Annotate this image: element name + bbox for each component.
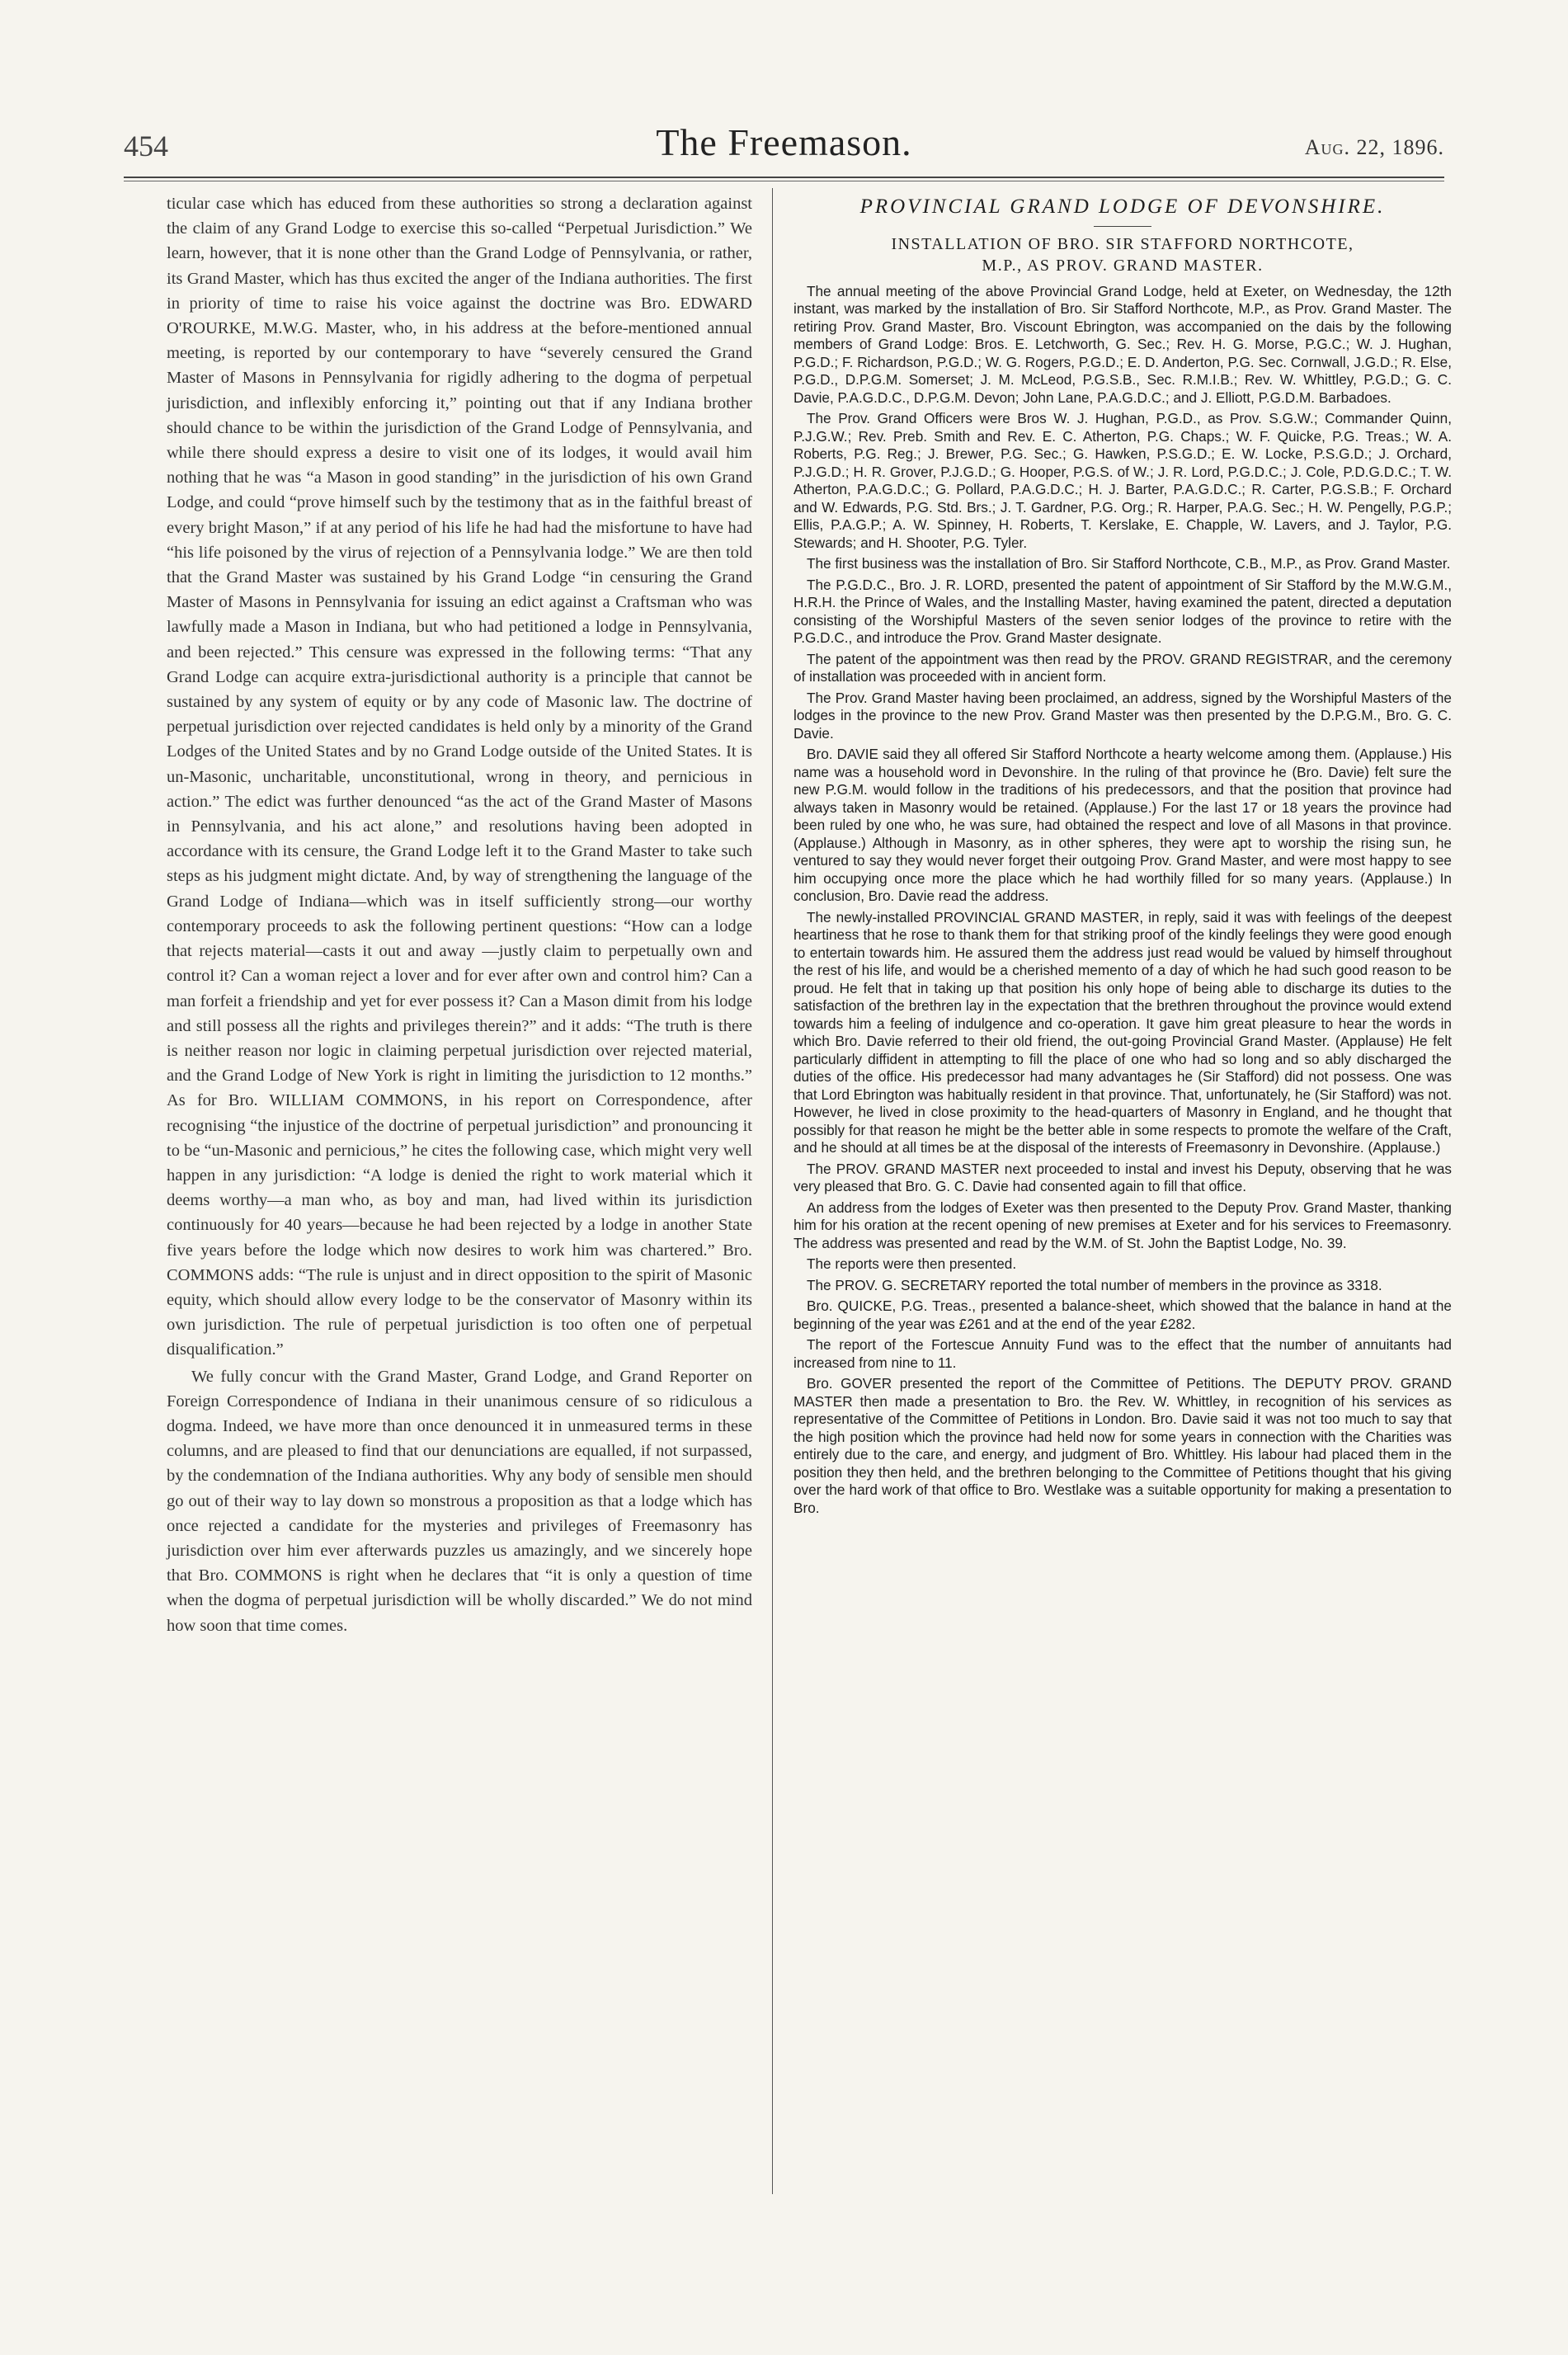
subheading-line: INSTALLATION OF BRO. SIR STAFFORD NORTHCOTE, xyxy=(891,234,1354,253)
right-paragraph: The patent of the appointment was then read by the PROV. GRAND REGISTRAR, and the ceremony of installation was proceeded with in ancient form. xyxy=(793,650,1452,685)
right-paragraph: Bro. DAVIE said they all offered Sir Stafford Northcote a hearty welcome among them. (Applause.) His name was a household word in Devonshire. In the ruling of that province he (Bro. Davie) felt sure the new P.G.M. would follow in the traditions of his predecessors, and that the position that province had always taken in Masonry would be retained. (Applause.) For the last 17 or 18 years the province had been ruled by one who, he was sure, had obtained the respect and love of all Masons in that province. (Applause.) Although in Masonry, as in other spheres, they were apt to worship the rising sun, he ventured to say they would never forget their outgoing Prov. Grand Master, and were most happy to see him occupying once more the place which he had worthily filled for so many years. (Applause.) In conclusion, Bro. Davie read the address. xyxy=(793,746,1452,904)
subheading-line: M.P., AS PROV. GRAND MASTER. xyxy=(982,256,1264,275)
left-column xyxy=(167,191,752,1638)
right-paragraph: Bro. QUICKE, P.G. Treas., presented a balance-sheet, which showed that the balance in hand at the beginning of the year was £261 and at the end of the year £282. xyxy=(793,1298,1452,1332)
right-paragraph: An address from the lodges of Exeter was then presented to the Deputy Prov. Grand Master, thanking him for his oration at the recent opening of new premises at Exeter and for his services to Freemasonry. The address was presented and read by the W.M. of St. John the Baptist Lodge, No. 39. xyxy=(793,1199,1452,1251)
right-paragraph: The P.G.D.C., Bro. J. R. LORD, presented the patent of appointment of Sir Stafford by the M.W.G.M., H.R.H. the Prince of Wales, and the Installing Master, having examined the patent, directed a deputation consisting of the Worshipful Masters of the seven senior lodges of the province to retire with the P.G.D.C., and introduce the Prov. Grand Master designate. xyxy=(793,576,1452,646)
header-rule xyxy=(124,177,1444,178)
right-paragraph: Bro. GOVER presented the report of the Committee of Petitions. The DEPUTY PROV. GRAND MASTER then made a presentation to Bro. the Rev. W. Whittley, in recognition of his services as representative of the Committee of Petitions in London. Bro. Davie said it was not too much to say that the high position which the province had held now for some years in connection with the Charities was entirely due to the care, and energy, and judgment of Bro. Whittley. His labour had placed them in the position they then held, and the brethren belonging to the Committee of Petitions thought that his giving over the hard work of that office to Bro. Westlake was a suitable opportunity for making a presentation to Bro. xyxy=(793,1375,1452,1516)
article-title: PROVINCIAL GRAND LODGE OF DEVONSHIRE. xyxy=(859,195,1386,218)
right-paragraph: The Prov. Grand Officers were Bros W. J. Hughan, P.G.D., as Prov. S.G.W.; Commander Quinn, P.J.G.W.; Rev. Preb. Smith and Rev. E. C. Atherton, P.G. Chaps.; W. F. Quicke, P.G. Treas.; W. A. Roberts, P.G. Reg.; J. Brewer, P.G. Sec.; G. Hawken, P.S.G.D.; E. W. Locke, P.S.G.D.; J. Orchard, P.J.G.D.; H. R. Grover, P.J.G.D.; G. Hooper, P.G.S. of W.; J. R. Lord, P.G.D.C.; J. Cole, P.D.G.D.C.; T. W. Atherton, P.A.G.D.C.; G. Pollard, P.A.G.D.C.; H. J. Barter, P.A.G.D.C.; R. Carter, P.G.S.B.; F. Orchard and W. Edwards, P.G. Std. Brs.; J. T. Gardner, P.G. Org.; R. Harper, P.A.G. Sec.; H. W. Pengelly, P.G.P.; Ellis, P.A.G.P.; A. W. Spinney, H. Roberts, T. Kerslake, E. Chapple, W. Lavers, and J. Taylor, P.G. Stewards; and H. Shooter, P.G. Tyler. xyxy=(793,410,1452,551)
right-paragraph: The newly-installed PROVINCIAL GRAND MASTER, in reply, said it was with feelings of the deepest heartiness that he rose to thank them for that striking proof of the kindly feelings they were good enough to entertain towards him. He assured them the address just read would be valued by himself throughout the rest of his life, and would be a cherished memento of a day of which he had such good reason to be proud. He felt that in taking up that position his only hope of being able to discharge its duties to the satisfaction of the brethren lay in the expectation that the brethren throughout the province would extend towards him a feeling of indulgence and co-operation. It gave him great pleasure to hear the words in which Bro. Davie referred to their old friend, the out-going Provincial Grand Master. (Applause) He felt particularly diffident in attempting to fill the place of one who had so long and so ably discharged the duties of the office. His predecessor had many advantages he (Sir Stafford) did not possess. One was that Lord Ebrington was habitually resident in that province. That, unfortunately, he (Sir Stafford) was not. However, he lived in close proximity to the head-quarters of Masonry in England, and he thought that possibly for that reason he might be the better able in some respects to promote the welfare of the Craft, and he should at all times be at the disposal of the interests of Freemasonry in Devonshire. (Applause.) xyxy=(793,908,1452,1156)
column-divider xyxy=(772,188,773,2194)
right-paragraph: The PROV. G. SECRETARY reported the total number of members in the province as 3318. xyxy=(807,1276,1382,1293)
right-paragraph: The PROV. GRAND MASTER next proceeded to instal and invest his Deputy, observing that he was very pleased that Bro. G. C. Davie had consented again to fill that office. xyxy=(793,1160,1452,1194)
right-column xyxy=(793,191,1452,1520)
left-paragraph: ticular case which has educed from these authorities so strong a declaration against the claim of any Grand Lodge to exercise this so-called “Perpetual Jurisdiction.” We learn, however, that it is none other than the Grand Lodge of Pennsylvania, or rather, its Grand Master, which has thus excited the anger of the Indiana authorities. The first in priority of time to raise his voice against the doctrine was Bro. EDWARD O'ROURKE, M.W.G. Master, who, in his address at the before-mentioned annual meeting, is reported by our contemporary to have “severely censured the Grand Master of Masons in Pennsylvania for rigidly adhering to the dogma of perpetual jurisdiction, and inflexibly enforcing it,” pointing out that if any Indiana brother should chance to be within the jurisdiction of the Grand Lodge of Pennsylvania, and while there should express a desire to visit one of its lodges, it would avail him nothing that he was “a Mason in good standing” in the jurisdiction of his own Grand Lodge, and could “prove himself such by the testimony that as in the faithful breast of every bright Mason,” if at any period of his life he had had the misfortune to have had “his life poisoned by the virus of rejection of a Pennsylvania lodge.” We are then told that the Grand Master was sustained by his Grand Lodge “in censuring the Grand Master of Masons in Pennsylvania for issuing an edict against a Craftsman who was lawfully made a Mason in Indiana, but who had petitioned a lodge in Pennsylvania, and been rejected.” This censure was expressed in the following terms: “That any Grand Lodge can acquire extra-jurisdictional authority is a principle that cannot be sustained by any system of equity or by any code of Masonic law. The doctrine of perpetual jurisdiction over rejected candidates is held only by a minority of the Grand Lodges of the United States and by no Grand Lodge outside of the United States. It is un-Masonic, uncharitable, unconstitutional, wrong in theory, and pernicious in action.” The edict was further denounced “as the act of the Grand Master of Masons in Pennsylvania, and his act alone,” and resolutions having been adopted in accordance with its censure, the Grand Lodge left it to the Grand Master to take such steps as his judgment might dictate. And, by way of strengthening the language of the Grand Lodge of Indiana—which was in itself sufficiently strong—our worthy contemporary proceeds to ask the following pertinent questions: “How can a lodge that rejects material—casts it out and away —justly claim to perpetually own and control it? Can a woman reject a lover and for ever after own and control him? Can a man forfeit a friendship and yet for ever possess it? Can a Mason dimit from his lodge and still possess all the rights and privileges therein?” and it adds: “The truth is there is neither reason nor logic in claiming perpetual jurisdiction over rejected material, and the Grand Lodge of New York is right in limiting the jurisdiction to 12 months.” As for Bro. WILLIAM COMMONS, in his report on Correspondence, after recognising “the injustice of the doctrine of perpetual jurisdiction” and pronouncing it to be “un-Masonic and pernicious,” he cites the following case, which might very well happen in any jurisdiction: “A lodge is denied the right to work material which it deems worthy—a man who, as boy and man, had lived within its jurisdiction continuously for 40 years—because he had been rejected by a lodge in another State five years before the lodge which now desires to work him was chartered.” Bro. COMMONS adds: “The rule is unjust and in direct opposition to the spirit of Masonic equity, which should allow every lodge to be the conservator of Masonry within its own jurisdiction. The rule of perpetual jurisdiction is too often one of perpetual disqualification.” xyxy=(167,195,752,1359)
right-paragraph: The report of the Fortescue Annuity Fund was to the effect that the number of annuitants had increased from nine to 11. xyxy=(793,1336,1452,1371)
issue-date: Aug. 22, 1896. xyxy=(1304,135,1444,159)
right-paragraph: The Prov. Grand Master having been proclaimed, an address, signed by the Worshipful Masters of the lodges in the province to the new Prov. Grand Master was then presented by the D.P.G.M., Bro. G. C. Davie. xyxy=(793,689,1452,742)
right-paragraph: The reports were then presented. xyxy=(807,1255,1017,1272)
right-paragraph: The annual meeting of the above Provincial Grand Lodge, held at Exeter, on Wednesday, the 12th instant, was marked by the installation of Bro. Sir Stafford Northcote, M.P., as Prov. Grand Master. The retiring Prov. Grand Master, Bro. Viscount Ebrington, was accompanied on the dais by the following members of Grand Lodge: Bros. E. Letchworth, G. Sec.; Rev. H. G. Morse, P.G.C.; W. J. Hughan, P.G.D.; F. Richardson, P.G.D.; W. G. Rogers, P.G.D.; E. D. Anderton, P.G. Sec. Cornwall, J.G.D.; R. Else, P.G.D., D.P.G.M. Somerset; J. M. McLeod, P.G.S.B., Sec. R.M.I.B.; Rev. W. Whittley, P.G.D.; G. C. Davie, P.A.G.D.C., D.P.G.M. Devon; John Lane, P.A.G.D.C.; and J. Elliott, P.G.D.M. Barbadoes. xyxy=(793,282,1452,406)
page-number: 454 xyxy=(124,130,168,162)
page-header xyxy=(124,117,1444,175)
left-paragraph: We fully concur with the Grand Master, Grand Lodge, and Grand Reporter on Foreign Correspondence of Indiana in their unanimous censure of so ridiculous a dogma. Indeed, we have more than once denounced it in unmeasured terms in these columns, and are pleased to find that our denunciations are equalled, if not surpassed, by the condemnation of the Indiana authorities. Why any body of sensible men should go out of their way to lay down so monstrous a proposition as that a lodge which has once rejected a candidate for the mysteries and privileges of Freemasonry has jurisdiction over him ever afterwards puzzles us amazingly, and we sincerely hope that Bro. COMMONS is right when he declares that “it is only a question of time when the dogma of perpetual jurisdiction will be wholly discarded.” We do not mind how soon that time comes. xyxy=(167,1367,752,1635)
article-subheading xyxy=(793,233,1452,276)
masthead-title: The Freemason. xyxy=(656,121,912,163)
title-rule xyxy=(1094,226,1151,227)
right-paragraph: The first business was the installation of Bro. Sir Stafford Northcote, C.B., M.P., as Prov. Grand Master. xyxy=(807,555,1451,572)
